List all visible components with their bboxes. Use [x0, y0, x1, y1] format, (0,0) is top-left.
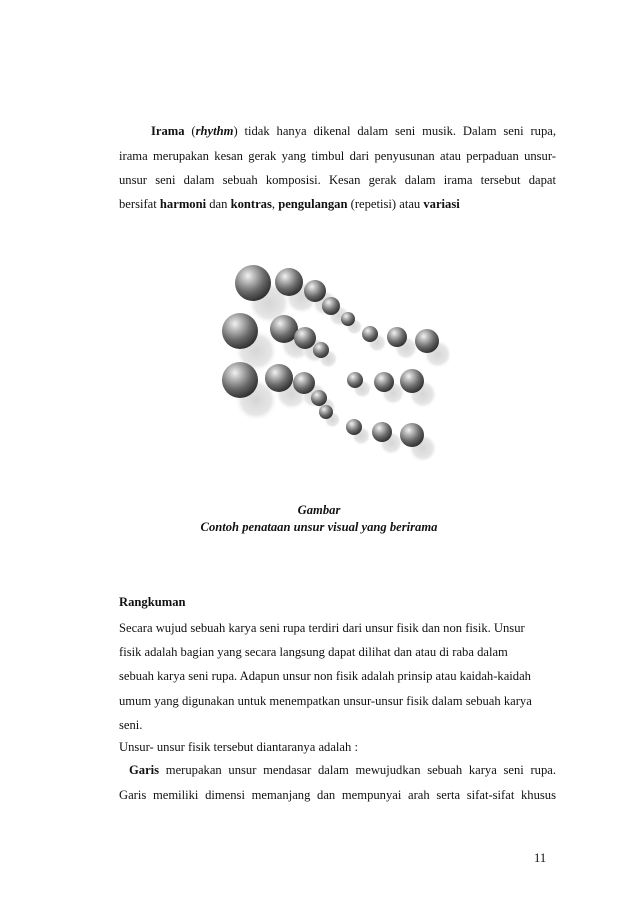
- text-fragment: (: [184, 124, 196, 138]
- figure-caption-title: Gambar: [297, 503, 341, 517]
- rhythm-spheres-illustration: [200, 255, 450, 470]
- sphere: [341, 312, 355, 326]
- sphere: [270, 315, 298, 343]
- text-fragment: bersifat: [119, 197, 160, 211]
- term-rhythm: rhythm: [195, 124, 234, 138]
- term-pengulangan: pengulangan: [278, 197, 348, 211]
- sphere: [222, 362, 258, 398]
- sphere: [293, 372, 315, 394]
- term-garis: Garis: [129, 763, 160, 777]
- page-number: 11: [534, 851, 547, 865]
- text-fragment: merupakan unsur mendasar dalam mewujudkan sebuah karya seni rupa.: [159, 763, 556, 777]
- text-fragment: (repetisi) atau: [347, 197, 424, 211]
- term-variasi: variasi: [423, 197, 460, 211]
- sphere: [415, 329, 439, 353]
- summary-line-4: umum yang digunakan untuk menempatkan unsur-unsur fisik dalam sebuah karya: [119, 694, 532, 708]
- sphere: [304, 280, 326, 302]
- paragraph-1-line-4: [119, 196, 556, 212]
- sphere: [400, 423, 424, 447]
- summary-line-5: seni.: [119, 718, 143, 732]
- sphere: [346, 419, 362, 435]
- summary-line-2: fisik adalah bagian yang secara langsung dapat dilihat dan atau di raba dalam: [119, 645, 508, 659]
- sphere: [265, 364, 293, 392]
- text-fragment: ,: [271, 197, 279, 211]
- sphere: [387, 327, 407, 347]
- sphere: [235, 265, 271, 301]
- paragraph-1-line-3: unsur seni dalam sebuah komposisi. Kesan gerak dalam irama tersebut dapat: [119, 173, 556, 187]
- term-irama: Irama: [151, 124, 185, 138]
- sphere: [372, 422, 392, 442]
- sphere: [374, 372, 394, 392]
- paragraph-1-line-1: [119, 123, 556, 139]
- sphere: [294, 327, 316, 349]
- sphere: [319, 405, 333, 419]
- text-fragment: ) tidak hanya dikenal dalam seni musik. Dalam seni rupa,: [233, 124, 557, 138]
- text-fragment: dan: [206, 197, 231, 211]
- summary-line-8: Garis memiliki dimensi memanjang dan mempunyai arah serta sifat-sifat khusus: [119, 788, 556, 802]
- term-harmoni: harmoni: [159, 197, 207, 211]
- sphere: [322, 297, 340, 315]
- summary-line-garis: [119, 762, 556, 778]
- term-kontras: kontras: [230, 197, 272, 211]
- sphere: [347, 372, 363, 388]
- sphere: [400, 369, 424, 393]
- summary-line-6: Unsur- unsur fisik tersebut diantaranya adalah :: [119, 740, 358, 754]
- sphere: [311, 390, 327, 406]
- sphere: [275, 268, 303, 296]
- summary-line-1: Secara wujud sebuah karya seni rupa terdiri dari unsur fisik dan non fisik. Unsur: [119, 621, 525, 635]
- summary-line-3: sebuah karya seni rupa. Adapun unsur non fisik adalah prinsip atau kaidah-kaidah: [119, 669, 531, 683]
- section-heading: Rangkuman: [119, 595, 186, 609]
- paragraph-1-line-2: irama merupakan kesan gerak yang timbul dari penyusunan atau perpaduan unsur-: [119, 149, 556, 163]
- figure-caption-text: Contoh penataan unsur visual yang berirama: [200, 520, 438, 534]
- sphere: [222, 313, 258, 349]
- sphere: [313, 342, 329, 358]
- sphere: [362, 326, 378, 342]
